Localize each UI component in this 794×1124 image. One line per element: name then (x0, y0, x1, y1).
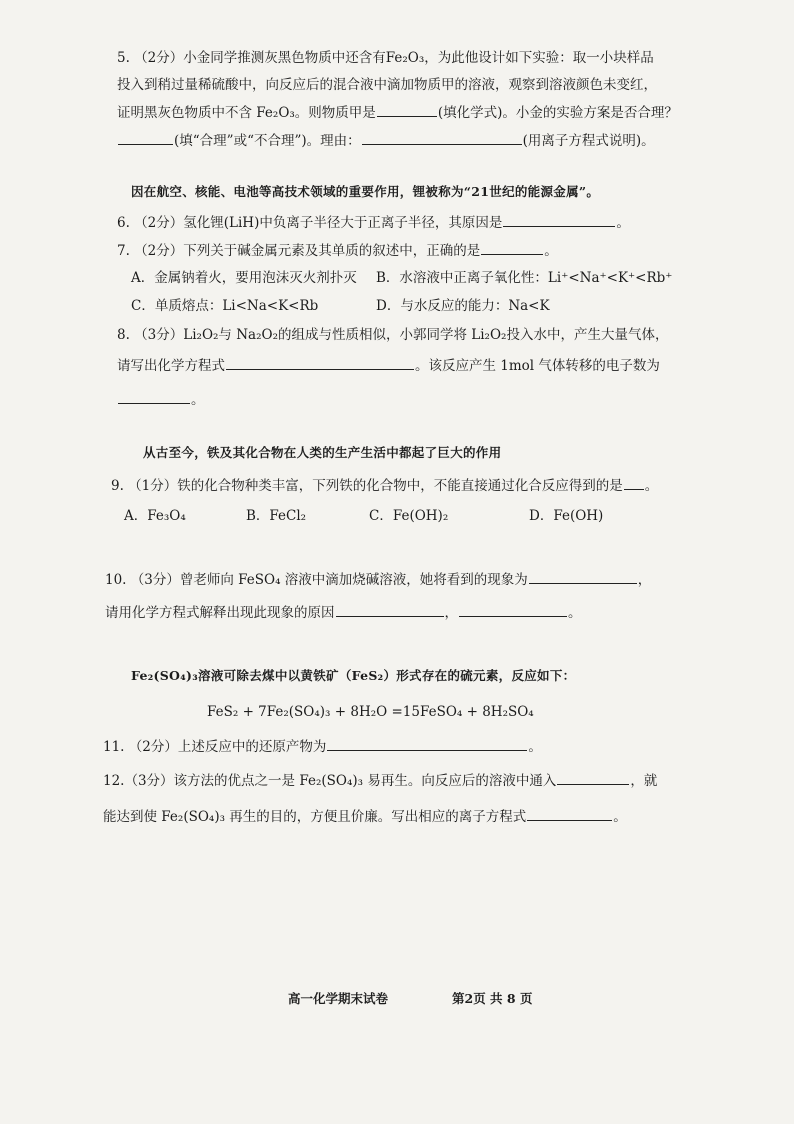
q10-line-2: 请用化学方程式解释出现此现象的原因 ， 。 (105, 605, 582, 621)
section-intro-iron: 从古至今，铁及其化合物在人类的生产生活中都起了巨大的作用 (143, 445, 502, 460)
q10-line-1: 10. （3分）曾老师向 FeSO₄ 溶液中滴加烧碱溶液，她将看到的现象为 ， (105, 572, 652, 588)
q7-stem: 7. （2分）下列关于碱金属元素及其单质的叙述中，正确的是 。 (117, 243, 558, 259)
q5-line-1: 5. （2分）小金同学推测灰黑色物质中还含有Fe₂O₃，为此他设计如下实验：取一小块样品 (117, 50, 654, 66)
q9-option-a: A．Fe₃O₄ (124, 508, 186, 524)
q11-line: 11. （2分）上述反应中的还原产物为 。 (103, 739, 542, 755)
answer-blank[interactable] (377, 103, 437, 117)
answer-blank[interactable] (226, 356, 414, 370)
q9-stem: 9. （1分）铁的化合物种类丰富，下列铁的化合物中，不能直接通过化合反应得到的是 。 (111, 478, 659, 494)
section-intro-ferric-sulfate: Fe₂(SO₄)₃溶液可除去煤中以黄铁矿（FeS₂）形式存在的硫元素，反应如下： (131, 668, 576, 683)
footer-page-number: 第2页 共 8 页 (452, 991, 533, 1006)
q9-option-d: D．Fe(OH) (529, 508, 604, 524)
q9-option-c: C．Fe(OH)₂ (369, 508, 449, 524)
section-intro-lithium: 因在航空、核能、电池等高技术领域的重要作用，锂被称为“21世纪的能源金属”。 (131, 184, 600, 199)
q5-line-3: 证明黑灰色物质中不含 Fe₂O₃。则物质甲是 (填化学式)。小金的实验方案是否合理？ (117, 105, 678, 121)
q7-option-d: D．与水反应的能力：Na<K (376, 298, 550, 314)
q5-line-2: 投入到稍过量稀硫酸中，向反应后的混合液中滴加物质甲的溶液，观察到溶液颜色未变红， (117, 77, 657, 93)
answer-blank[interactable] (557, 771, 629, 785)
answer-blank[interactable] (336, 603, 444, 617)
answer-blank[interactable] (362, 131, 522, 145)
answer-blank[interactable] (118, 131, 173, 145)
reaction-equation: FeS₂ + 7Fe₂(SO₄)₃ + 8H₂O =15FeSO₄ + 8H₂SO₄ (207, 704, 534, 720)
q9-option-b: B．FeCl₂ (246, 508, 307, 524)
q5-line-4: (填“合理”或“不合理”)。理由： (用离子方程式说明)。 (117, 131, 655, 150)
q12-line-1: 12.（3分）该方法的优点之一是 Fe₂(SO₄)₃ 易再生。向反应后的溶液中通入 ，就 (103, 773, 658, 789)
answer-blank[interactable] (481, 241, 543, 255)
footer-exam-title: 高一化学期末试卷 (288, 991, 389, 1006)
q12-line-2: 能达到使 Fe₂(SO₄)₃ 再生的目的，方便且价廉。写出相应的离子方程式 。 (103, 809, 627, 825)
answer-blank[interactable] (527, 807, 612, 821)
answer-blank[interactable] (529, 570, 637, 584)
q8-line-1: 8. （3分）Li₂O₂与 Na₂O₂的组成与性质相似，小郭同学将 Li₂O₂投入水中，产生大量气体， (117, 327, 669, 343)
q8-line-3: 。 (117, 390, 205, 409)
q7-option-a: A．金属钠着火，要用泡沫灭火剂扑灭 (131, 270, 357, 286)
answer-blank[interactable] (118, 390, 190, 404)
answer-blank[interactable] (503, 213, 615, 227)
q7-option-b: B．水溶液中正离子氧化性：Li⁺<Na⁺<K⁺<Rb⁺ (376, 270, 673, 286)
q7-option-c: C．单质熔点：Li<Na<K<Rb (131, 298, 319, 314)
answer-blank[interactable] (327, 737, 527, 751)
answer-blank[interactable] (624, 476, 644, 490)
q8-line-2: 请写出化学方程式 。该反应产生 1mol 气体转移的电子数为 (117, 358, 660, 374)
q6-line: 6. （2分）氢化锂(LiH)中负离子半径大于正离子半径，其原因是 。 (117, 215, 630, 231)
answer-blank[interactable] (459, 603, 567, 617)
